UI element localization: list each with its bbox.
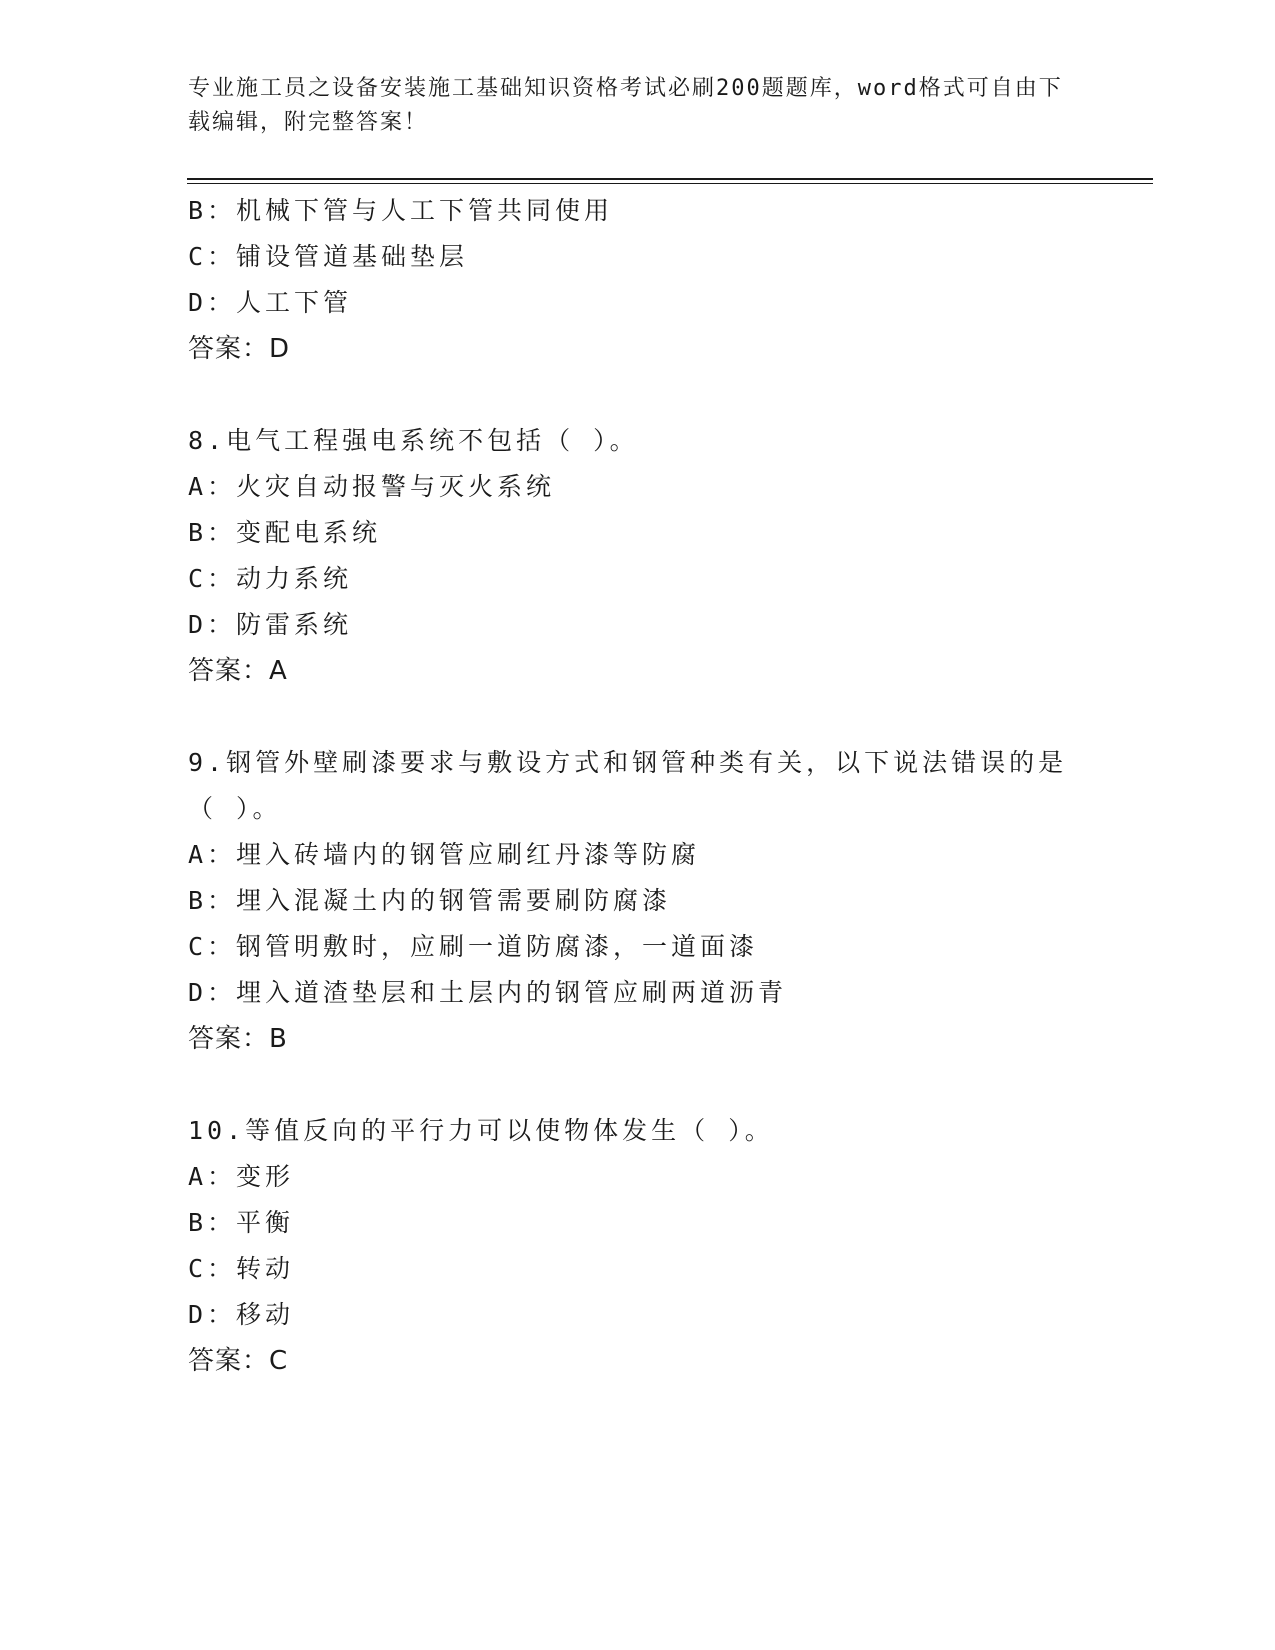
option-c: C：转动 — [188, 1254, 295, 1283]
option-b: B：机械下管与人工下管共同使用 — [188, 196, 614, 225]
question-separator — [188, 372, 1088, 418]
option-a: A：埋入砖墙内的钢管应刷红丹漆等防腐 — [188, 840, 701, 869]
answer-line: 答案：A — [188, 656, 288, 686]
option-c: C：钢管明敷时，应刷一道防腐漆，一道面漆 — [188, 932, 759, 961]
header-rule-thin — [187, 183, 1153, 184]
question-separator — [188, 1062, 1088, 1108]
option-d: D：人工下管 — [188, 288, 353, 317]
question-9 — [188, 740, 1088, 1062]
option-b: B：变配电系统 — [188, 518, 382, 547]
question-stem: 8.电气工程强电系统不包括（ ）。 — [188, 426, 639, 455]
header-rule-thick — [187, 178, 1153, 180]
option-c: C：动力系统 — [188, 564, 353, 593]
option-d: D：移动 — [188, 1300, 295, 1329]
option-b: B：埋入混凝土内的钢管需要刷防腐漆 — [188, 886, 672, 915]
option-a: A：变形 — [188, 1162, 295, 1191]
answer-line: 答案：B — [188, 1024, 288, 1054]
question-list — [188, 188, 1088, 1384]
question-stem: 10.等值反向的平行力可以使物体发生（ ）。 — [188, 1116, 774, 1145]
question-separator — [188, 694, 1088, 740]
option-c: C：铺设管道基础垫层 — [188, 242, 469, 271]
option-d: D：防雷系统 — [188, 610, 353, 639]
answer-line: 答案：D — [188, 334, 291, 364]
question-stem: 9.钢管外壁刷漆要求与敷设方式和钢管种类有关，以下说法错误的是（ ）。 — [188, 748, 1068, 823]
question-10 — [188, 1108, 1088, 1384]
option-d: D：埋入道渣垫层和土层内的钢管应刷两道沥青 — [188, 978, 788, 1007]
option-b: B：平衡 — [188, 1208, 295, 1237]
option-a: A：火灾自动报警与灭火系统 — [188, 472, 556, 501]
answer-line: 答案：C — [188, 1346, 289, 1376]
question-8 — [188, 418, 1088, 694]
question-7-continued — [188, 188, 1088, 372]
document-header: 专业施工员之设备安装施工基础知识资格考试必刷200题题库，word格式可自由下载编辑，附完整答案！ — [188, 76, 1063, 135]
